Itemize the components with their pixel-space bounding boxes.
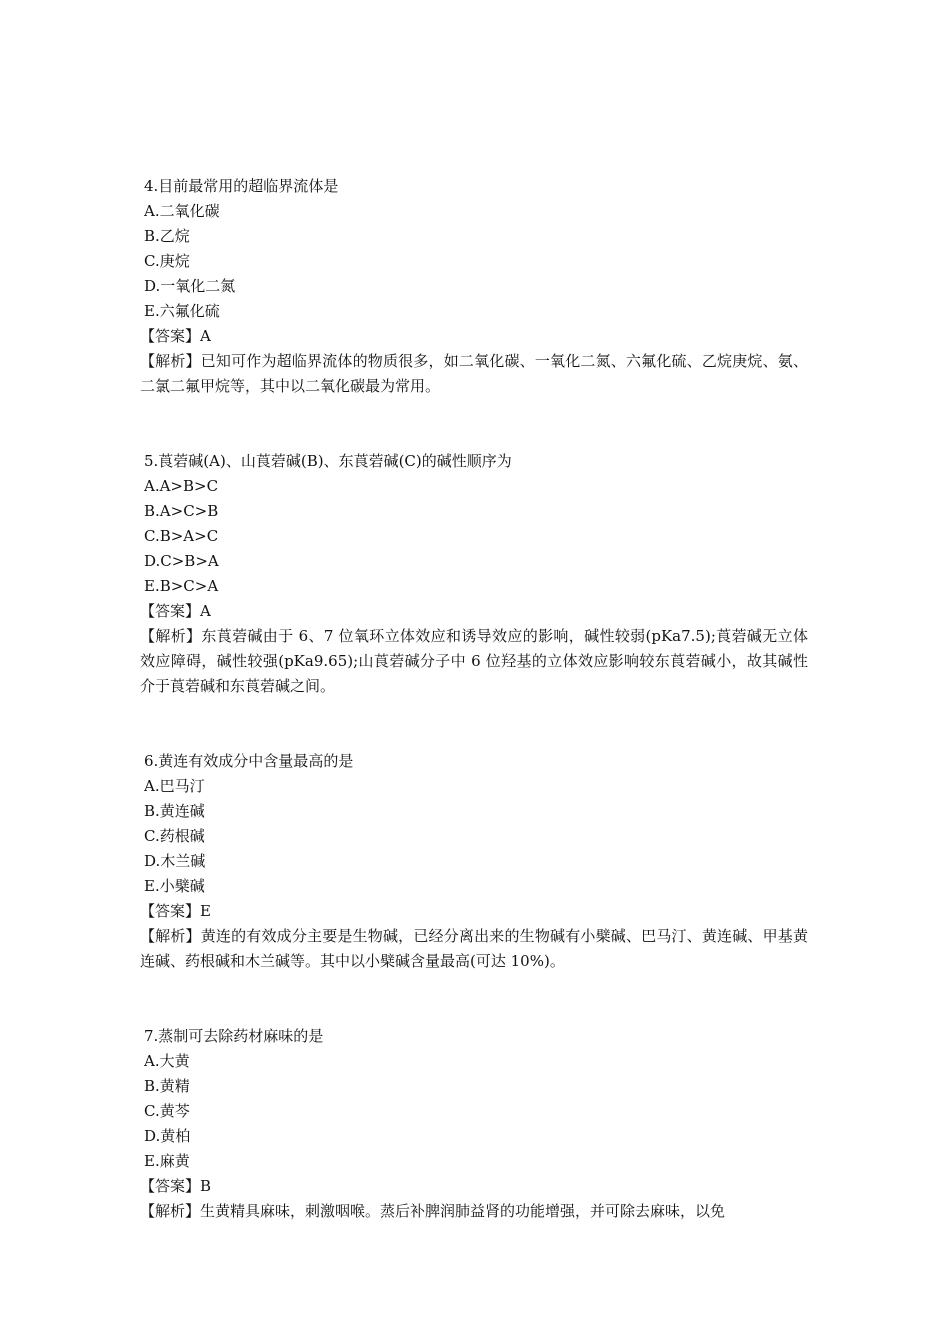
option-b: B.乙烷 <box>144 227 190 245</box>
option-c: C.药根碱 <box>144 827 205 845</box>
explanation-text: 生黄精具麻味，刺激咽喉。蒸后补脾润肺益肾的功能增强，并可除去麻味，以免 <box>200 1202 726 1220</box>
explanation <box>140 349 808 399</box>
option-b: B.黄精 <box>144 1077 190 1095</box>
option-d: D.木兰碱 <box>144 852 206 870</box>
option-e: E.麻黄 <box>144 1152 190 1170</box>
option-b: B.黄连碱 <box>144 802 205 820</box>
question-4 <box>140 174 808 399</box>
option-d: D.C>B>A <box>144 552 219 570</box>
explanation-text: 黄连的有效成分主要是生物碱，已经分离出来的生物碱有小檗碱、巴马汀、黄连碱、甲基黄连碱、药根碱和木兰碱等。其中以小檗碱含量最高(可达 10%)。 <box>140 927 808 970</box>
explanation <box>140 924 808 974</box>
option-d: D.黄柏 <box>144 1127 191 1145</box>
explanation-label: 【解析】 <box>140 927 201 945</box>
explanation-label: 【解析】 <box>140 352 201 370</box>
option-e: E.小檗碱 <box>144 877 205 895</box>
option-a: A.二氧化碳 <box>144 202 220 220</box>
answer-line: 【答案】E <box>140 902 211 920</box>
explanation-label: 【解析】 <box>140 1202 201 1220</box>
explanation <box>140 1199 808 1224</box>
option-e: E.六氟化硫 <box>144 302 220 320</box>
option-a: A.大黄 <box>144 1052 190 1070</box>
question-stem: 6.黄连有效成分中含量最高的是 <box>144 752 354 770</box>
option-d: D.一氧化二氮 <box>144 277 236 295</box>
question-5 <box>140 449 808 699</box>
question-stem: 5.莨菪碱(A)、山莨菪碱(B)、东莨菪碱(C)的碱性顺序为 <box>144 452 512 470</box>
explanation-label: 【解析】 <box>140 627 202 645</box>
explanation-text: 东莨菪碱由于 6、7 位氧环立体效应和诱导效应的影响，碱性较弱(pKa7.5);莨菪碱无立体效应障碍，碱性较强(pKa9.65);山莨菪碱分子中 6 位羟基的立体效应影响较东莨菪碱小，故其碱性介于莨菪碱和东莨菪碱之间。 <box>140 627 808 695</box>
explanation-text: 已知可作为超临界流体的物质很多，如二氧化碳、一氧化二氮、六氟化硫、乙烷庚烷、氨、二氯二氟甲烷等，其中以二氧化碳最为常用。 <box>140 352 808 395</box>
option-c: C.庚烷 <box>144 252 190 270</box>
question-stem: 7.蒸制可去除药材麻味的是 <box>144 1027 324 1045</box>
question-6 <box>140 749 808 974</box>
answer-line: 【答案】A <box>140 327 211 345</box>
explanation <box>140 624 808 699</box>
document-page <box>140 174 808 1224</box>
answer-line: 【答案】A <box>140 602 211 620</box>
option-c: C.B>A>C <box>144 527 219 545</box>
option-c: C.黄芩 <box>144 1102 190 1120</box>
option-a: A.A>B>C <box>144 477 219 495</box>
option-e: E.B>C>A <box>144 577 219 595</box>
question-stem: 4.目前最常用的超临界流体是 <box>144 177 339 195</box>
question-7 <box>140 1024 808 1224</box>
option-b: B.A>C>B <box>144 502 219 520</box>
option-a: A.巴马汀 <box>144 777 205 795</box>
answer-line: 【答案】B <box>140 1177 212 1195</box>
